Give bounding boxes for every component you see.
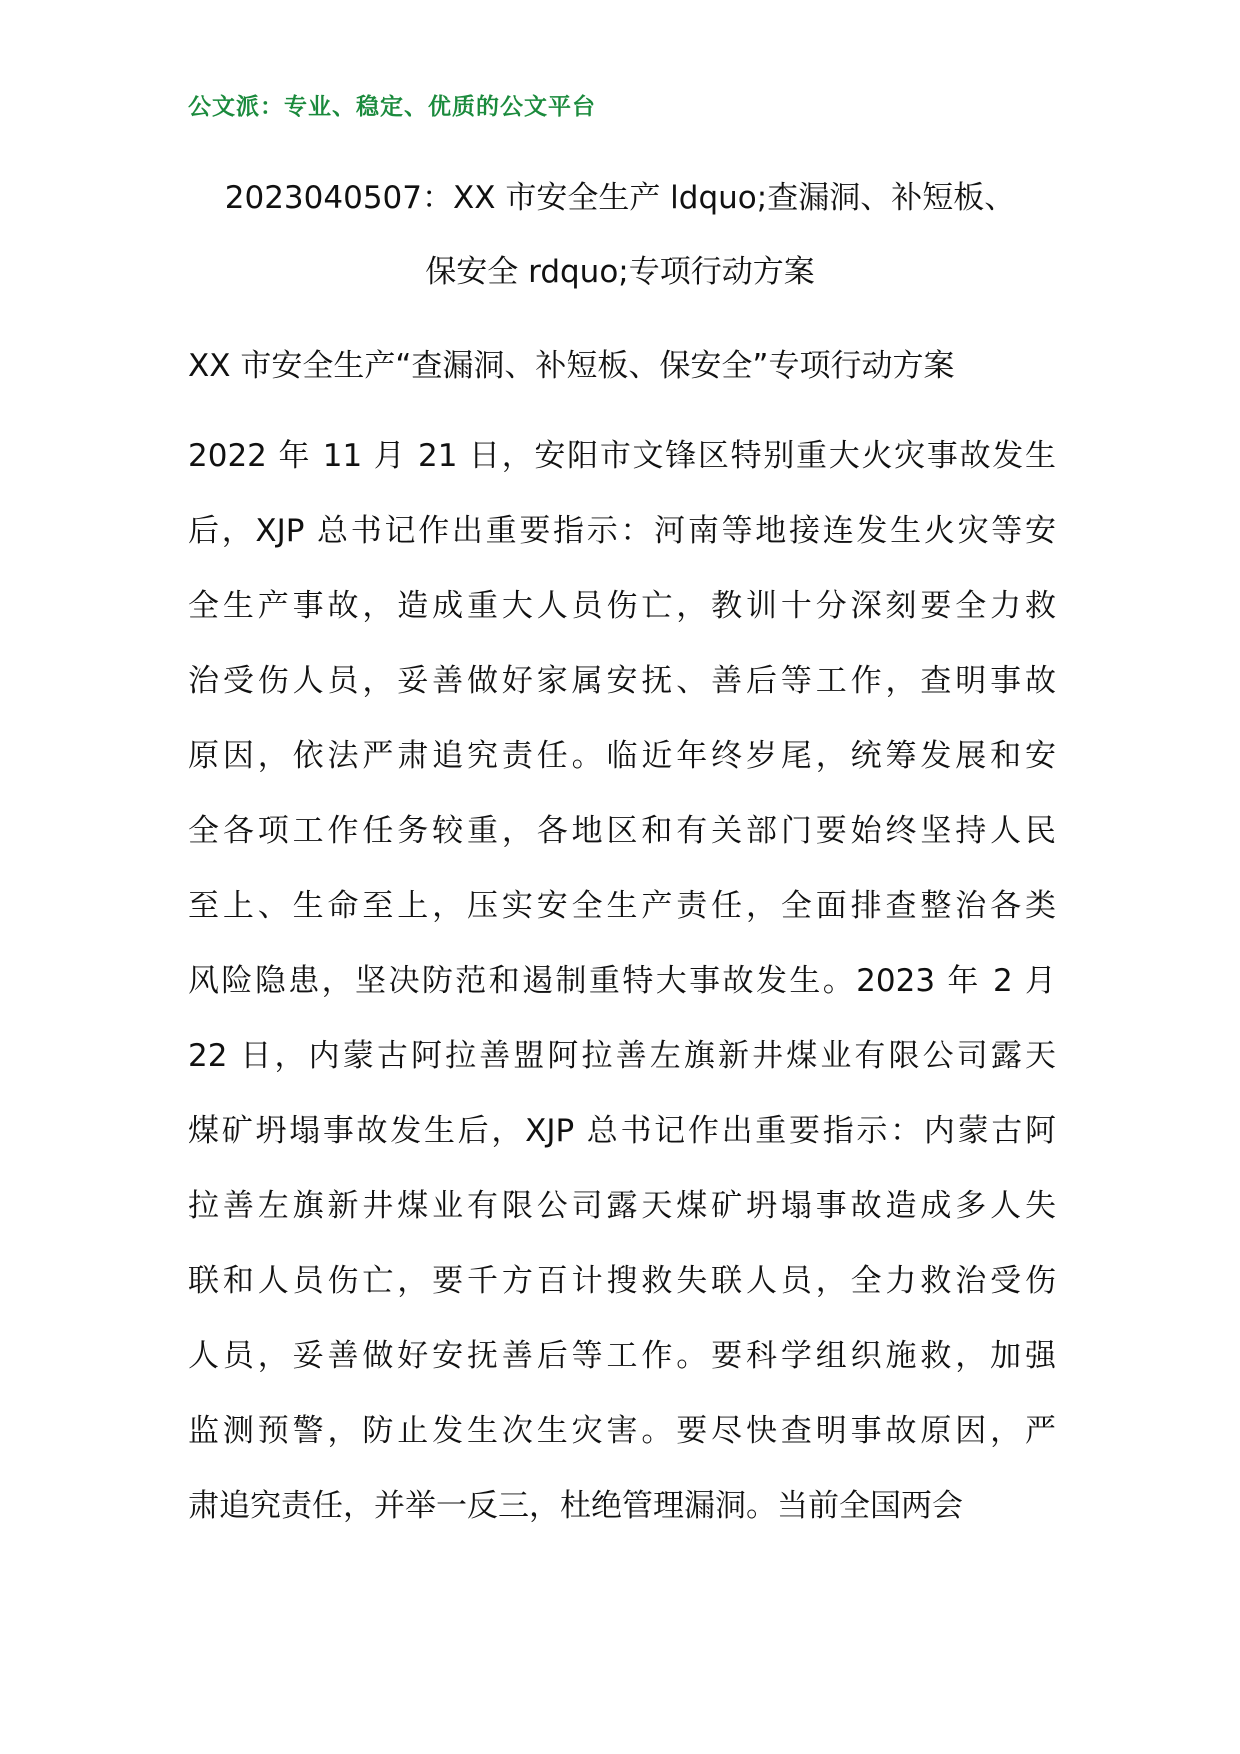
body-line: 原因，依法严肃追究责任。临近年终岁尾，统筹发展和安 — [188, 738, 1056, 774]
doc-title-line-2: 保安全 rdquo;专项行动方案 — [425, 254, 815, 290]
body-line: 至上、生命至上，压实安全生产责任，全面排查整治各类 — [188, 888, 1056, 924]
brand-header: 公文派：专业、稳定、优质的公文平台 — [188, 94, 596, 120]
body-line: 拉善左旗新井煤业有限公司露天煤矿坍塌事故造成多人失 — [188, 1188, 1056, 1224]
doc-subtitle: XX 市安全生产“查漏洞、补短板、保安全”专项行动方案 — [188, 348, 955, 384]
body-line: 联和人员伤亡，要千方百计搜救失联人员，全力救治受伤 — [188, 1263, 1056, 1299]
body-paragraph — [188, 434, 1056, 1559]
body-line: 22 日，内蒙古阿拉善盟阿拉善左旗新井煤业有限公司露天 — [188, 1038, 1056, 1074]
body-line: 全生产事故，造成重大人员伤亡，教训十分深刻要全力救 — [188, 588, 1056, 624]
body-line: 煤矿坍塌事故发生后，XJP 总书记作出重要指示：内蒙古阿 — [188, 1113, 1056, 1149]
body-line: 2022 年 11 月 21 日，安阳市文锋区特别重大火灾事故发生 — [188, 438, 1056, 474]
body-line: 全各项工作任务较重，各地区和有关部门要始终坚持人民 — [188, 813, 1056, 849]
doc-title-line-1: 2023040507：XX 市安全生产 ldquo;查漏洞、补短板、 — [224, 180, 1016, 216]
body-line: 监测预警，防止发生次生灾害。要尽快查明事故原因，严 — [188, 1413, 1056, 1449]
body-line: 治受伤人员，妥善做好家属安抚、善后等工作，查明事故 — [188, 663, 1056, 699]
body-line: 肃追究责任，并举一反三，杜绝管理漏洞。当前全国两会 — [188, 1488, 963, 1524]
body-line: 风险隐患，坚决防范和遏制重特大事故发生。2023 年 2 月 — [188, 963, 1056, 999]
body-line: 后，XJP 总书记作出重要指示：河南等地接连发生火灾等安 — [188, 513, 1056, 549]
body-line: 人员，妥善做好安抚善后等工作。要科学组织施救，加强 — [188, 1338, 1056, 1374]
